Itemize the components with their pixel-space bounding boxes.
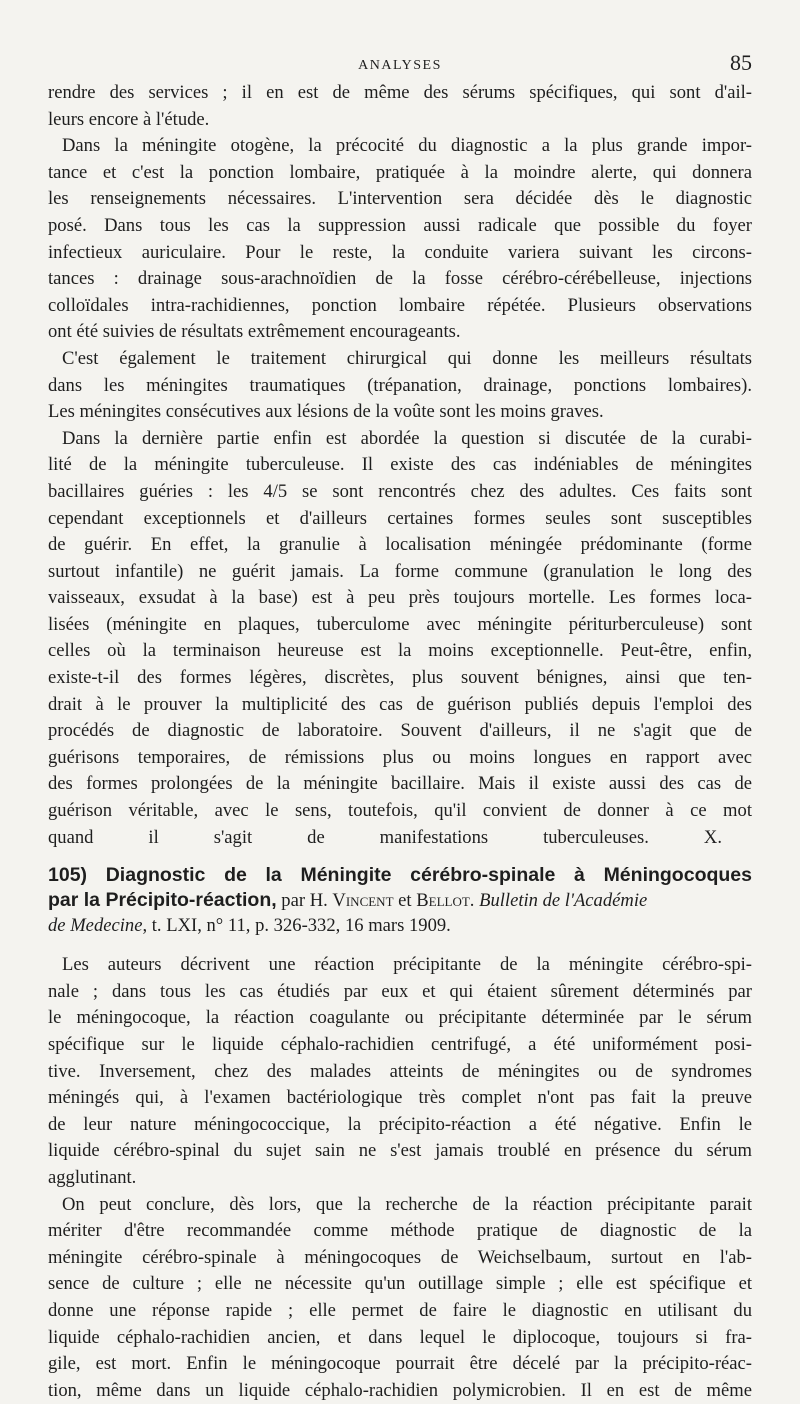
article-title-line [48,863,752,888]
section-meningites-text [48,80,752,851]
text-line: spécifique sur le liquide céphalo-rachidien centrifugé, a été uniformément posi- [48,1034,752,1055]
text-line: leurs encore à l'étude. [48,108,210,130]
text-line: celles où la terminaison heureuse est la moins exceptionnelle. Peut-être, enfin, [48,640,752,662]
text-line: méningite cérébro-spinale à méningocoques de Weichselbaum, surtout en l'ab- [48,1246,752,1268]
text-line: Les méningites consécutives aux lésions de la voûte sont les moins graves. [48,401,604,423]
running-title: ANALYSES [358,58,442,73]
text-line: Dans la méningite otogène, la précocité du diagnostic a la plus grande impor- [62,135,752,157]
text-line: ont été suivies de résultats extrêmement encourageants. [48,321,461,343]
text-line: surtout infantile) ne guérit jamais. La forme commune (granulation le long des [48,560,752,582]
text-line: C'est également le traitement chirurgical qui donne les meilleurs résultats [62,347,752,369]
text-line: tance et c'est la ponction lombaire, pratiquée à la moindre alerte, qui donnera [48,161,752,183]
ref-et: et [393,890,417,912]
text-line-with-signature [48,825,752,852]
article-reference-line [48,913,752,938]
text-line: drait à le prouver la multiplicité des cas de guérison publiés depuis l'emploi des [48,693,752,715]
text-line: colloïdales intra-rachidiennes, ponction lombaire répétée. Plusieurs observations [48,294,752,316]
article-title: Diagnostic de la Méningite cérébro-spinale à Méningocoques [105,864,752,887]
section-precipito-text [48,952,752,1404]
page-number: 85 [730,50,752,75]
text-line: méningés qui, à l'examen bactériologique très complet n'ont pas fait la preuve [48,1087,752,1109]
text-line: les renseignements nécessaires. L'intervention sera décidée dès le diagnostic [48,188,752,210]
text-line: lisées (méningite en plaques, tuberculome avec méningite périturberculeuse) sont [48,613,752,635]
text-line: de guérir. En effet, la granulie à localisation méningée prédominante (forme [48,534,752,556]
text-line: liquide cérébro-spinal du sujet sain ne s'est jamais troublé en présence du sérum [48,1140,752,1162]
article-heading [48,863,752,938]
author-name: Vincent [332,890,394,912]
text-line: existe-t-il des formes légères, discrètes, plus souvent bénignes, ainsi que ten- [48,667,752,689]
text-line: tances : drainage sous-arachnoïdien de la fosse cérébro-cérébelleuse, injections [48,268,752,290]
signature: X. [703,826,722,848]
reference-details: , t. LXI, n° 11, p. 326-332, 16 mars 1909. [142,915,451,937]
running-head [48,40,752,80]
text-line: gile, est mort. Enfin le méningocoque pourrait être décelé par la précipito-réac- [48,1353,752,1375]
text-line: vaisseaux, exsudat à la base) est à peu près toujours mortelle. Les formes loca- [48,587,752,609]
text-line: dans les méningites traumatiques (trépanation, drainage, ponctions lombaires). [48,374,752,396]
text-line: infectieux auriculaire. Pour le reste, la conduite variera suivant les circons- [48,241,752,263]
text-line: tive. Inversement, chez des malades atteints de méningites ou de syndromes [48,1060,752,1082]
text-line: liquide céphalo-rachidien ancien, et dans lequel le diplocoque, toujours si fra- [48,1326,752,1348]
text-line: tion, même dans un liquide céphalo-rachidien polymicrobien. Il en est de même [48,1379,752,1401]
text-line: sence de culture ; elle ne nécessite qu'un outillage simple ; elle est spécifique et [48,1273,752,1295]
text-line: lité de la méningite tuberculeuse. Il existe des cas indéniables de méningites [48,454,752,476]
text-line: nale ; dans tous les cas étudiés par eux et qui étaient sûrement déterminés par [48,980,752,1002]
text-line: guérison véritable, avec le sens, toutefois, qu'il convient de donner à ce mot [48,800,752,822]
text-line: Dans la dernière partie enfin est abordée la question si discutée de la curabi- [62,427,752,449]
text-line: cependant exceptionnels et d'ailleurs certaines formes seules sont susceptibles [48,507,752,529]
text-line: des formes prolongées de la méningite bacillaire. Mais il existe aussi des cas de [48,773,752,795]
text-line: donne une réponse rapide ; elle permet de faire le diagnostic en utilisant du [48,1299,752,1321]
article-reference-line [48,888,752,913]
text-line: posé. Dans tous les cas la suppression aussi radicale que possible du foyer [48,214,752,236]
text-line: agglutinant. [48,1166,137,1188]
ref-par: par H. [276,890,333,912]
text-line: rendre des services ; il en est de même des sérums spécifiques, qui sont d'ail- [48,82,752,103]
text-line: bacillaires guéries : les 4/5 se sont rencontrés chez des adultes. Ces faits sont [48,480,752,502]
text-line: mériter d'être recommandée comme méthode pratique de diagnostic de la [48,1220,752,1242]
article-title-continued: par la Précipito-réaction, [48,889,277,912]
journal-name: de Medecine [48,915,143,937]
text-line: procédés de diagnostic de laboratoire. Souvent d'ailleurs, il ne s'agit que de [48,720,752,742]
text-line: de leur nature méningococcique, la précipito-réaction a été négative. Enfin le [48,1113,752,1135]
text-line: guérisons temporaires, de rémissions plus ou moins longues en rapport avec [48,746,752,768]
section-gap [48,938,752,952]
author-name: Bellot [416,890,470,912]
text-line: Les auteurs décrivent une réaction précipitante de la méningite cérébro-spi- [62,954,752,976]
section-gap [48,851,752,863]
text-line: le méningocoque, la réaction coagulante ou précipitante déterminée par le sérum [48,1007,752,1029]
text-line: quand il s'agit de manifestations tuberculeuses. [48,826,649,848]
text-line: On peut conclure, dès lors, que la recherche de la réaction précipitante parait [62,1193,752,1215]
article-number: 105) [48,864,88,887]
journal-name: Bulletin de l'Académie [479,890,648,912]
ref-dot: . [469,890,480,912]
